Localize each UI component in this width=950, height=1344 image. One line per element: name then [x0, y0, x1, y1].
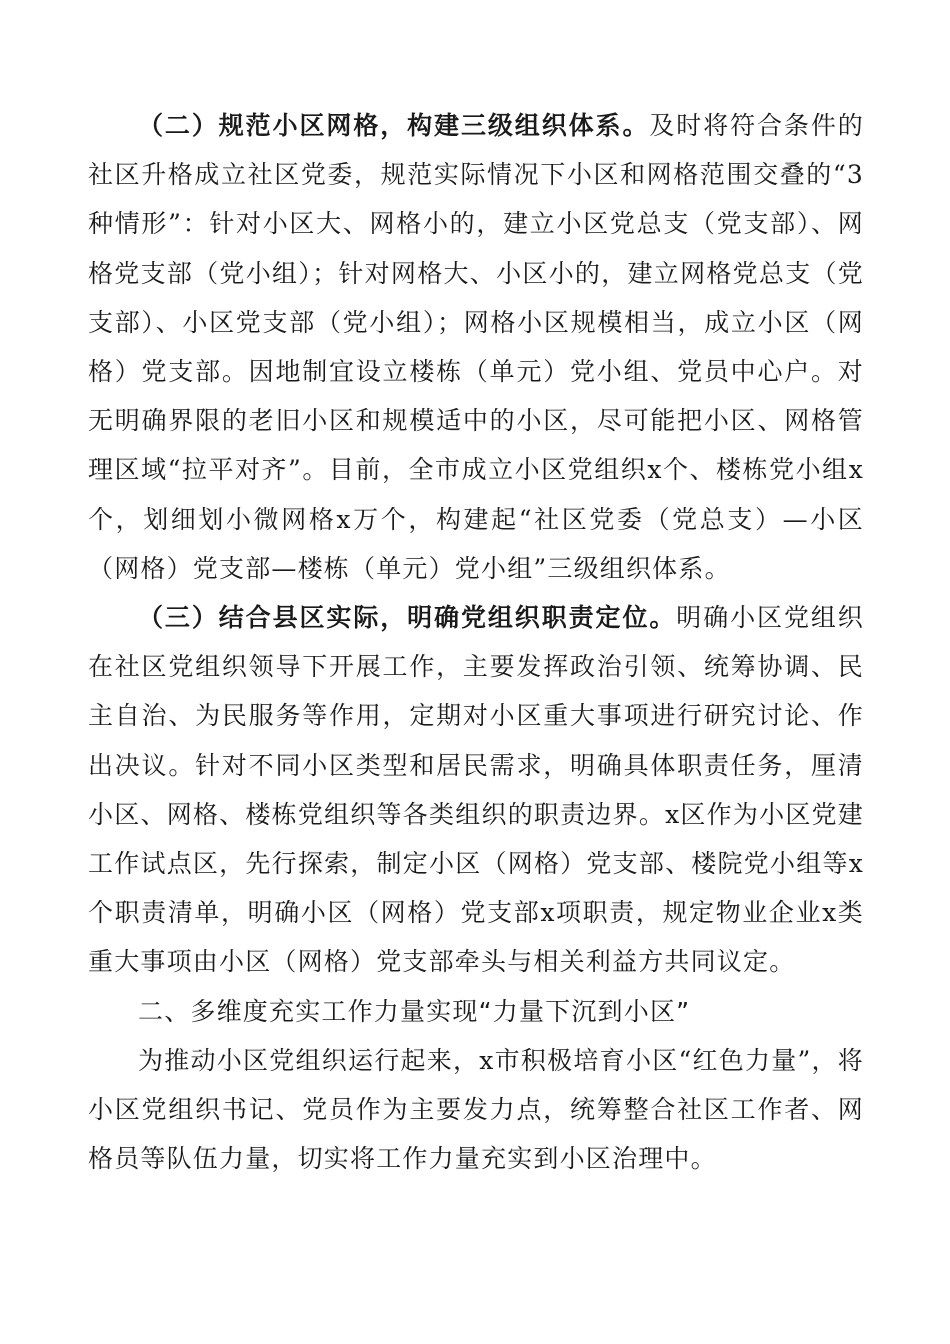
section-two-heading: 二、多维度充实工作力量实现“力量下沉到小区”: [138, 996, 691, 1026]
paragraph-section-2-2: [88, 101, 864, 593]
section-two-body: 为推动小区党组织运行起来，x市积极培育小区“红色力量”，将小区党组织书记、党员作为主要发力点，统筹整合社区工作者、网格员等队伍力量，切实将工作力量充实到小区治理中。: [88, 1045, 864, 1174]
paragraph-section-2-3: [88, 593, 864, 987]
section-2-3-body: 明确小区党组织在社区党组织领导下开展工作，主要发挥政治引领、统筹协调、民主自治、为民服务等作用，定期对小区重大事项进行研究讨论、作出决议。针对不同小区类型和居民需求，明确具体职责任务，厘清小区、网格、楼栋党组织等各类组织的职责边界。x区作为小区党建工作试点区，先行探索，制定小区（网格）党支部、楼院党小组等x个职责清单，明确小区（网格）党支部x项职责，规定物业企业x类重大事项由小区（网格）党支部牵头与相关利益方共同议定。: [88, 603, 864, 977]
section-2-2-body: 及时将符合条件的社区升格成立社区党委，规范实际情况下小区和网格范围交叠的“3种情形”：针对小区大、网格小的，建立小区党总支（党支部）、网格党支部（党小组）；针对网格大、小区小的，建立网格党总支（党支部）、小区党支部（党小组）；网格小区规模相当，成立小区（网格）党支部。因地制宜设立楼栋（单元）党小组、党员中心户。对无明确界限的老旧小区和规模适中的小区，尽可能把小区、网格管理区域“拉平对齐”。目前，全市成立小区党组织x个、楼栋党小组x个，划细划小微网格x万个，构建起“社区党委（党总支）—小区（网格）党支部—楼栋（单元）党小组”三级组织体系。: [88, 111, 864, 583]
section-2-3-heading: （三）结合县区实际，明确党组织职责定位。: [138, 603, 677, 633]
document-body: [88, 101, 864, 1183]
section-2-2-heading: （二）规范小区网格，构建三级组织体系。: [138, 111, 650, 140]
